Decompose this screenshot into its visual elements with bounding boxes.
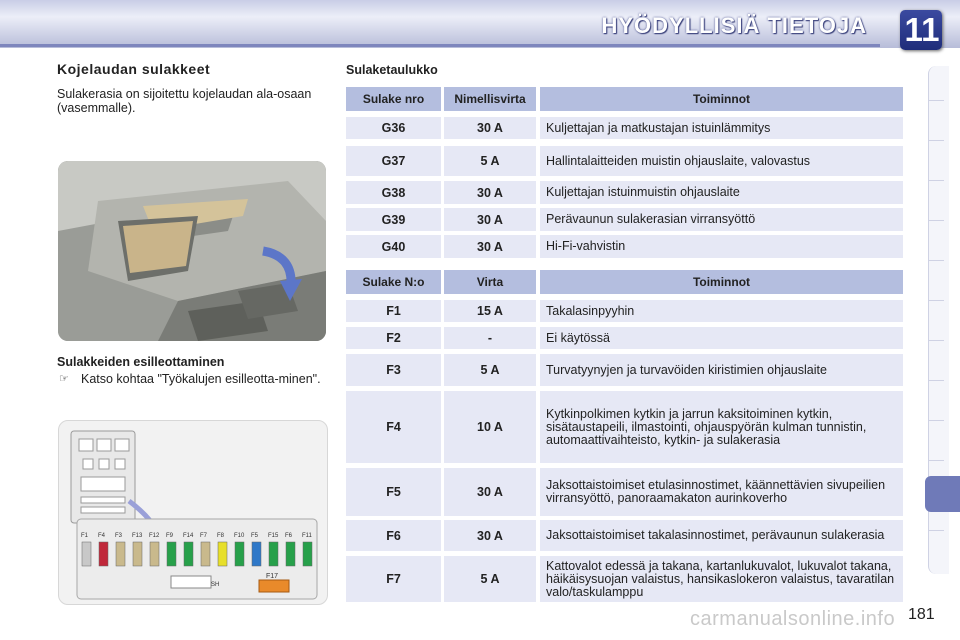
fuse-label: F5	[251, 533, 259, 539]
tab-divider	[928, 420, 944, 421]
tab-divider	[928, 260, 944, 261]
tab-divider	[928, 460, 944, 461]
section-title: Kojelaudan sulakkeet	[57, 61, 211, 77]
fuse-rating-cell: 30 A	[444, 468, 536, 516]
fuse-function-cell: Kattovalot edessä ja takana, kartanlukuvalot, lukuvalot takana, häikäisysuojan valaistus, hansikaslokeron valaistus, tavaratilan valo/taskulamppu	[540, 556, 903, 602]
fuse-code-cell: G36	[346, 117, 441, 139]
fuse-label: F3	[115, 533, 123, 539]
table-header-function: Toiminnot	[540, 87, 903, 111]
fuse-body	[133, 542, 142, 566]
fuse-body	[99, 542, 108, 566]
table-header-code: Sulake N:o	[346, 270, 441, 294]
fuse-code-cell: G40	[346, 235, 441, 258]
page-header-title: HYÖDYLLISIÄ TIETOJA	[601, 13, 867, 38]
fuse-rating-cell: 30 A	[444, 117, 536, 139]
fuse-label: F14	[183, 533, 194, 539]
fuse-body	[286, 542, 295, 566]
fuse-body	[218, 542, 227, 566]
fuse-code-cell: F1	[346, 300, 441, 322]
fuse-code-cell: F3	[346, 354, 441, 386]
table-header-rating: Nimellisvirta	[444, 87, 536, 111]
fuse-body	[82, 542, 91, 566]
fuse-code-cell: G39	[346, 208, 441, 231]
tab-divider	[928, 380, 944, 381]
fuse-label: F9	[166, 533, 174, 539]
fuse-label: F8	[217, 533, 225, 539]
fuse-function-cell: Jaksottaistoimiset etulasinnostimet, käännettävien sivupeilien virransyöttö, panoraamakaton aurinkoverho	[540, 468, 903, 516]
fuse-label: F7	[200, 533, 208, 539]
fuse-label: F11	[302, 533, 312, 539]
fuse-label: F12	[149, 533, 160, 539]
table-title: Sulaketaulukko	[346, 63, 438, 77]
fuse-rating-cell: 15 A	[444, 300, 536, 322]
fuse-rating-cell: -	[444, 327, 536, 349]
fuse-function-cell: Takalasinpyyhin	[540, 300, 903, 322]
fuse-body	[184, 542, 193, 566]
fuse-rating-cell: 30 A	[444, 235, 536, 258]
fuse-code-cell: F6	[346, 520, 441, 551]
page-number: 181	[908, 606, 935, 623]
fuse-code-cell: G37	[346, 146, 441, 176]
tab-divider	[928, 300, 944, 301]
fuse-function-cell: Ei käytössä	[540, 327, 903, 349]
active-chapter-tab[interactable]	[925, 476, 960, 512]
fuse-code-cell: F5	[346, 468, 441, 516]
header-divider	[0, 44, 880, 47]
fuse-body	[116, 542, 125, 566]
fuse-code-cell: F2	[346, 327, 441, 349]
tab-divider	[928, 140, 944, 141]
fuse-function-cell: Hallintalaitteiden muistin ohjauslaite, valovastus	[540, 146, 903, 176]
table-header-code: Sulake nro	[346, 87, 441, 111]
intro-text: Sulakerasia on sijoitettu kojelaudan ala-osaan (vasemmalle).	[57, 87, 312, 115]
fuse-layout-diagram	[58, 420, 328, 605]
tab-divider	[928, 220, 944, 221]
fusebox-location-photo	[58, 161, 326, 341]
subsection-title: Sulakkeiden esilleottaminen	[57, 355, 225, 369]
fuse-label: F6	[285, 533, 293, 539]
fuse-label: F10	[234, 533, 245, 539]
fuse-rating-cell: 5 A	[444, 146, 536, 176]
fuse-label: F1	[81, 533, 89, 539]
chapter-number: 11	[904, 11, 940, 48]
fuse-function-cell: Jaksottaistoimiset takalasinnostimet, perävaunun sulakerasia	[540, 520, 903, 551]
fuse-f17-label: F17	[266, 573, 279, 580]
fuse-code-cell: F4	[346, 391, 441, 463]
pointing-hand-icon: ☞	[59, 373, 69, 385]
fuse-body	[269, 542, 278, 566]
table-header-function: Toiminnot	[540, 270, 903, 294]
fuse-code-cell: G38	[346, 181, 441, 204]
fuse-rating-cell: 30 A	[444, 208, 536, 231]
fuse-function-cell: Perävaunun sulakerasian virransyöttö	[540, 208, 903, 231]
fuse-label: F15	[268, 533, 279, 539]
table-header-rating: Virta	[444, 270, 536, 294]
fuse-rating-cell: 5 A	[444, 354, 536, 386]
dashboard-illustration	[58, 161, 326, 341]
fuse-layout-drawing	[59, 421, 327, 604]
fuse-code-cell: F7	[346, 556, 441, 602]
fuse-function-cell: Turvatyynyjen ja turvavöiden kiristimien ohjauslaite	[540, 354, 903, 386]
fuse-body	[201, 542, 210, 566]
source-watermark: carmanualsonline.info	[690, 608, 896, 630]
fuse-function-cell: Hi-Fi-vahvistin	[540, 235, 903, 258]
fuse-label: F13	[132, 533, 143, 539]
fuse-body	[150, 542, 159, 566]
fuse-rating-cell: 10 A	[444, 391, 536, 463]
fuse-body	[252, 542, 261, 566]
fuse-label: F4	[98, 533, 106, 539]
fuse-function-cell: Kuljettajan ja matkustajan istuinlämmitys	[540, 117, 903, 139]
tab-divider	[928, 340, 944, 341]
fuse-rating-cell: 30 A	[444, 520, 536, 551]
tab-divider	[928, 530, 944, 531]
fuse-body	[235, 542, 244, 566]
bullet-text: Katso kohtaa "Työkalujen esilleotta-minen".	[81, 372, 321, 386]
fuse-function-cell: Kytkinpolkimen kytkin ja jarrun kaksitoiminen kytkin, sisätaustapeili, ilmastointi, ohjauspyörän kulman tunnistin, automaattivaihteisto, kytkin- ja sulakerasia	[540, 391, 903, 463]
tab-divider	[928, 180, 944, 181]
shunt-label: SH	[211, 582, 220, 588]
fuse-rating-cell: 30 A	[444, 181, 536, 204]
fuse-body	[167, 542, 176, 566]
fuse-body	[303, 542, 312, 566]
tab-divider	[928, 100, 944, 101]
fuse-rating-cell: 5 A	[444, 556, 536, 602]
fuse-function-cell: Kuljettajan istuinmuistin ohjauslaite	[540, 181, 903, 204]
